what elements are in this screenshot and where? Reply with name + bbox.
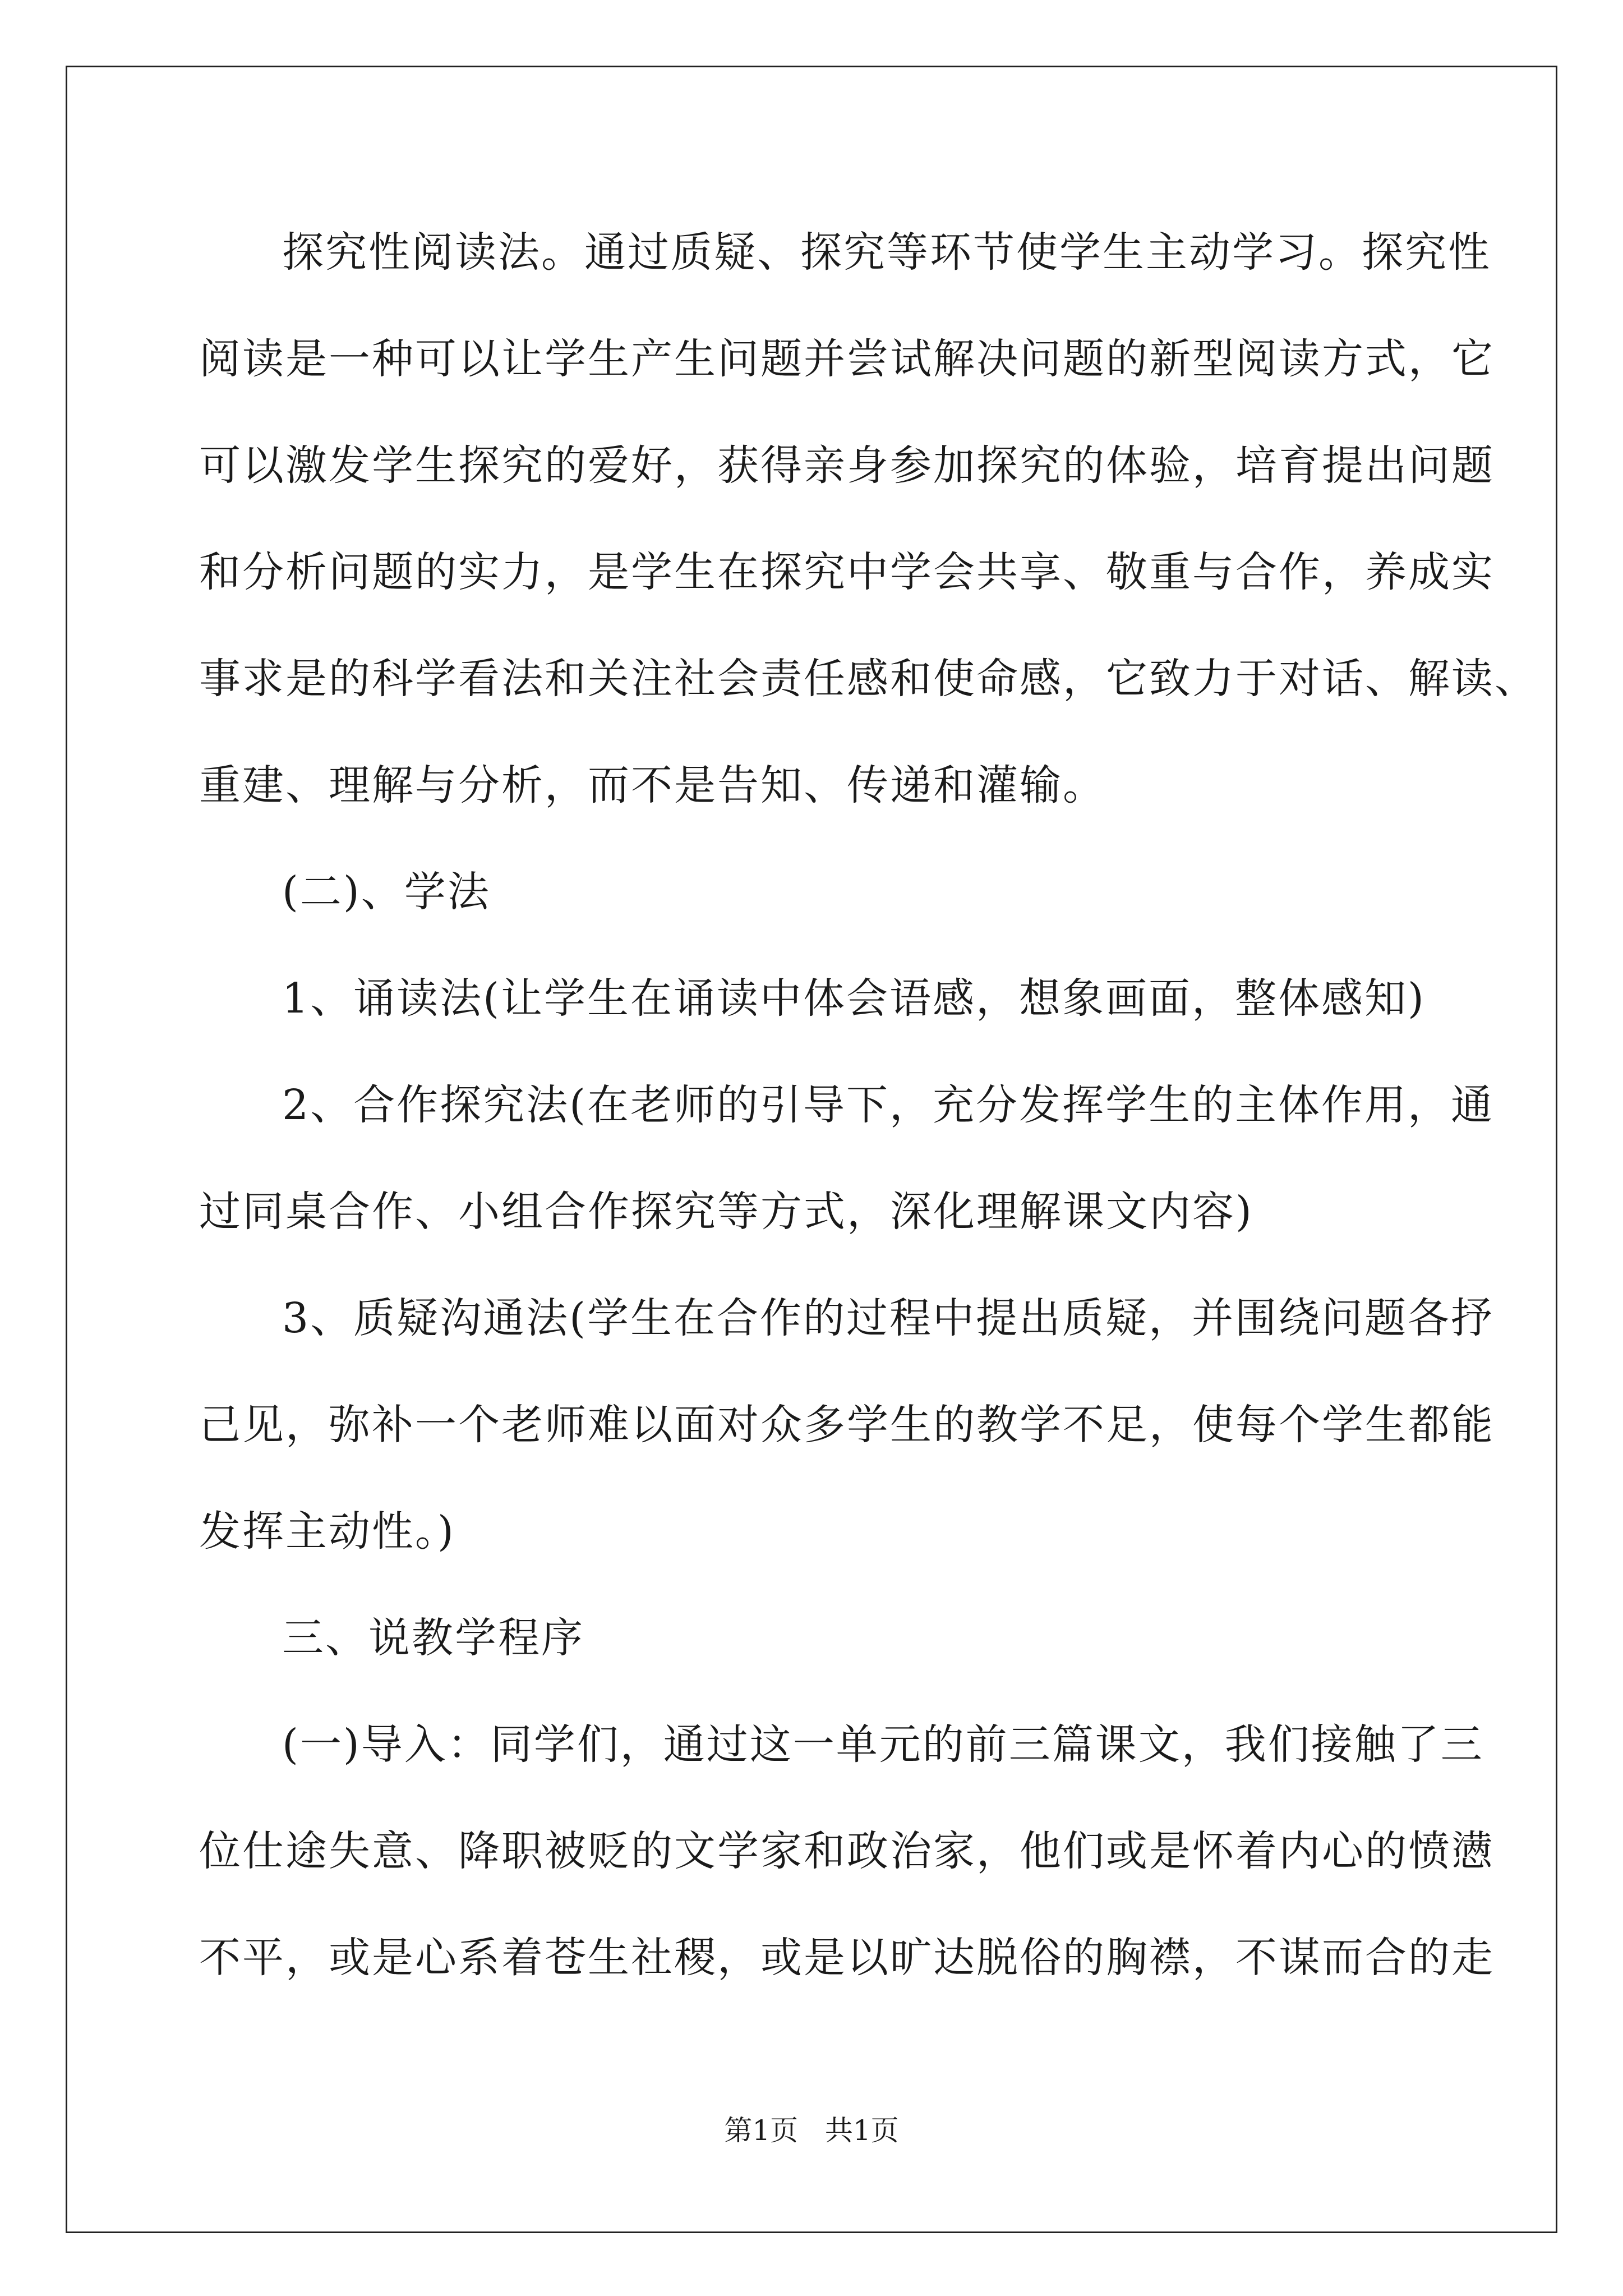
document-body <box>199 222 1538 2033</box>
paragraph-line: 位仕途失意、降职被贬的文学家和政治家，他们或是怀着内心的愤懑 <box>199 1827 1495 1875</box>
paragraph-line: 己见，弥补一个老师难以面对众多学生的教学不足，使每个学生都能 <box>199 1401 1495 1449</box>
section-heading: 三、说教学程序 <box>282 1614 584 1662</box>
paragraph-line: 探究性阅读法。通过质疑、探究等环节使学生主动学习。探究性 <box>282 228 1491 277</box>
paragraph-line: 不平，或是心系着苍生社稷，或是以旷达脱俗的胸襟，不谋而合的走 <box>199 1934 1495 1982</box>
paragraph-line: 发挥主动性。) <box>199 1507 455 1556</box>
paragraph-line: 可以激发学生探究的爱好，获得亲身参加探究的体验，培育提出问题 <box>199 441 1495 490</box>
section-heading: (二)、学法 <box>282 868 491 916</box>
list-item: 1、诵读法(让学生在诵读中体会语感，想象画面，整体感知) <box>282 974 1426 1023</box>
paragraph-line: 过同桌合作、小组合作探究等方式，深化理解课文内容) <box>199 1188 1253 1236</box>
paragraph-line: 事求是的科学看法和关注社会责任感和使命感，它致力于对话、解读、 <box>199 655 1538 703</box>
page-footer: 第1页 共1页 <box>724 2114 899 2147</box>
paragraph-line: 和分析问题的实力，是学生在探究中学会共享、敬重与合作，养成实 <box>199 548 1495 596</box>
list-item: 3、质疑沟通法(学生在合作的过程中提出质疑，并围绕问题各抒 <box>282 1294 1494 1342</box>
paragraph-line: (一)导入：同学们，通过这一单元的前三篇课文，我们接触了三 <box>282 1720 1484 1769</box>
list-item: 2、合作探究法(在老师的引导下，充分发挥学生的主体作用，通 <box>282 1081 1494 1129</box>
paragraph-line: 阅读是一种可以让学生产生问题并尝试解决问题的新型阅读方式，它 <box>199 335 1495 383</box>
paragraph-line: 重建、理解与分析，而不是告知、传递和灌输。 <box>199 761 1106 809</box>
